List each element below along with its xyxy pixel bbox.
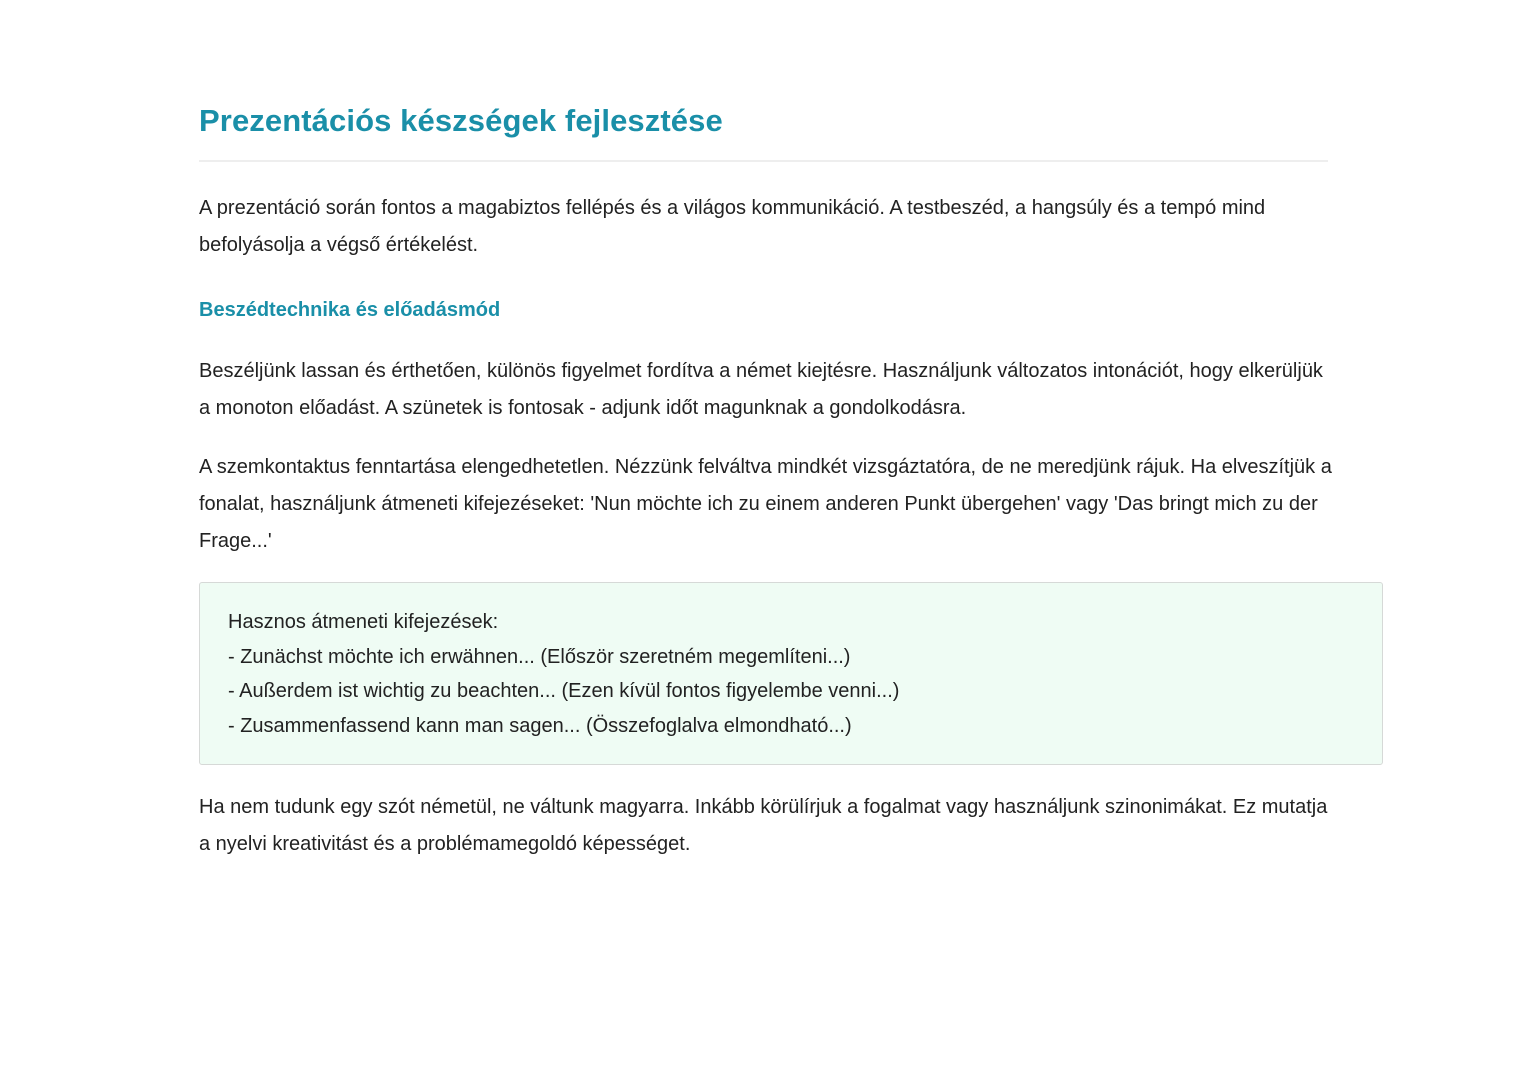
closing-paragraph: Ha nem tudunk egy szót németül, ne váltunk magyarra. Inkább körülírjuk a fogalmat vagy használjunk szinonimákat. Ez mutatja a nyelvi kreativitást és a problémamegoldó képességet. <box>199 796 1328 855</box>
callout-heading: Hasznos átmeneti kifejezések: <box>228 611 499 633</box>
title-divider <box>199 160 1328 162</box>
page-title: Prezentációs készségek fejlesztése <box>199 103 723 138</box>
speech-technique-paragraph: Beszéljünk lassan és érthetően, különös figyelmet fordítva a német kiejtésre. Használjunk változatos intonációt, hogy elkerüljük a monoton előadást. A szünetek is fontosak - adjunk időt magunknak a gondolkodásra. <box>199 360 1323 419</box>
transition-phrases-callout <box>199 582 1383 765</box>
section-heading: Beszédtechnika és előadásmód <box>199 299 501 321</box>
callout-item: - Zusammenfassend kann man sagen... (Összefoglalva elmondható...) <box>228 714 852 737</box>
callout-item: - Zunächst möchte ich erwähnen... (Először szeretném megemlíteni...) <box>228 645 851 668</box>
callout-item: - Außerdem ist wichtig zu beachten... (Ezen kívül fontos figyelembe venni...) <box>228 680 900 702</box>
eye-contact-paragraph: A szemkontaktus fenntartása elengedhetetlen. Nézzünk felváltva mindkét vizsgáztatóra, de ne meredjünk rájuk. Ha elveszítjük a fonalat, használjunk átmeneti kifejezéseket: 'Nun möchte ich zu einem anderen Punkt übergehen' vagy 'Das bringt mich zu der Frage...' <box>199 456 1332 552</box>
intro-paragraph: A prezentáció során fontos a magabiztos fellépés és a világos kommunikáció. A testbeszéd, a hangsúly és a tempó mind befolyásolja a végső értékelést. <box>199 197 1266 256</box>
